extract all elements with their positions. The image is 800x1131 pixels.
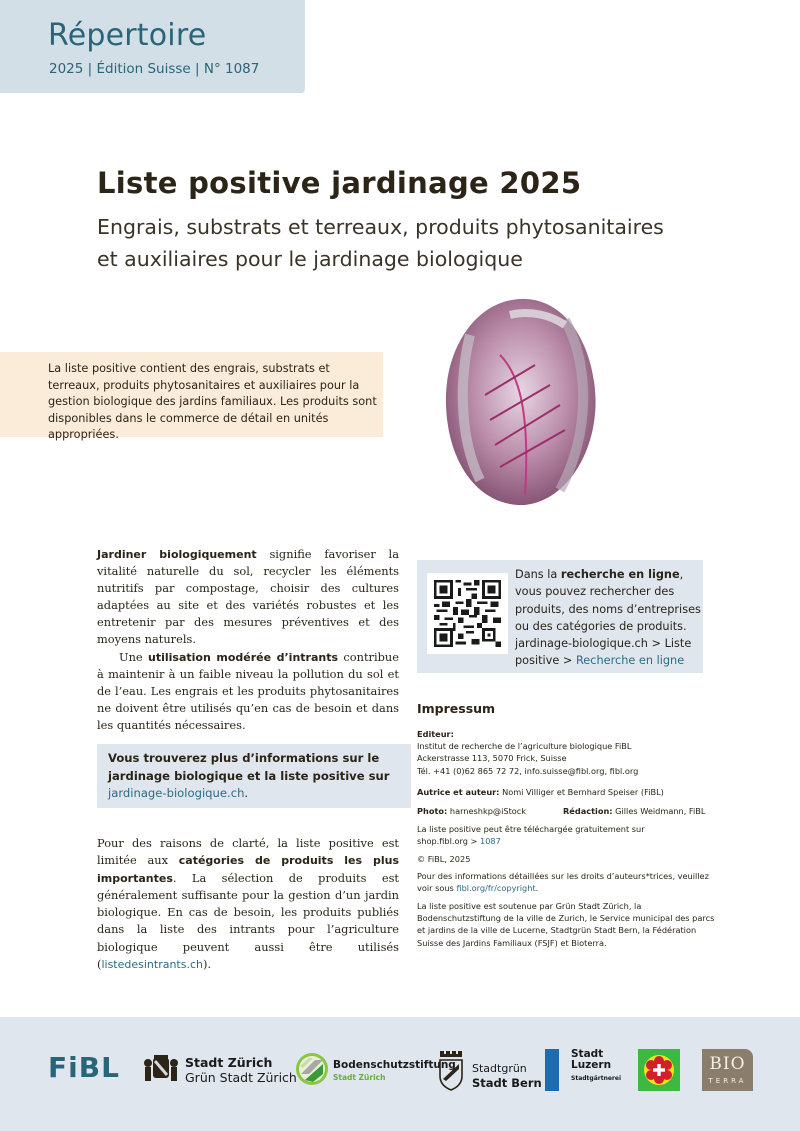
bern-bear-icon: [438, 1049, 464, 1091]
bold-term: Jardiner biologiquement: [97, 548, 257, 561]
editing-label: Rédaction:: [563, 806, 613, 816]
download-text: La liste positive peut être téléchargée gratuitement sur shop.fibl.org >: [417, 824, 645, 847]
bodenschutz-line1: Bodenschutzstiftung: [333, 1059, 456, 1071]
fsjf-logo[interactable]: [638, 1049, 680, 1091]
editor-name: Institut de recherche de l’agriculture biologique FiBL: [417, 741, 632, 752]
intro-box: [0, 352, 383, 442]
paragraph-text: Pour des raisons de clarté, la liste positive est limitée aux: [97, 836, 399, 868]
body-text-scope: [97, 835, 399, 973]
impressum-support: La liste positive est soutenue par Grün Stadt Zürich, la Bodenschutzstiftung de la ville de Zurich, le Service municipal des parcs et jardins de la ville de Lucerne, Stadtgrün Stadt Bern, la Fédération Suisse des Jardins Familiaux (FSJF) et Bioterra.: [417, 901, 715, 948]
bern-line2: Stadt Bern: [472, 1076, 542, 1090]
more-info-text: [108, 750, 398, 803]
bold-term: recherche en ligne: [560, 568, 680, 581]
online-search-text: [515, 566, 701, 670]
authors-value: Nomi Villiger et Bernhard Speiser (FiBL): [499, 787, 664, 797]
punctuation: .: [535, 883, 539, 894]
photo-value: harneshkp@iStock: [447, 806, 527, 816]
intro-text: La liste positive contient des engrais, substrats et terreaux, produits phytosanitaires et auxiliaires pour la gestion biologique des jardins familiaux. Les produits sont disponibles dans le commerce de détail en unités appropriées.: [48, 362, 377, 442]
more-info-box: [97, 744, 411, 808]
paragraph-inputs: [97, 649, 399, 734]
fsjf-flower-icon: [638, 1049, 680, 1091]
punctuation: ).: [203, 957, 212, 972]
impressum-copyright: © FiBL, 2025: [417, 854, 471, 864]
luzern-line3: Stadtgärtnerei: [571, 1075, 621, 1082]
impressum-editor: [417, 728, 717, 777]
paragraph-text: signifie favoriser la vitalité naturelle du sol, recycler les éléments nutritifs par compostage, choisir des cultures adaptées au site et des variétés robustes et les entretenir par des mesures préventives et des moyens naturels.: [97, 547, 399, 647]
document-title: Liste positive jardinage 2025: [97, 166, 582, 200]
bodenschutz-line2: Stadt Zürich: [333, 1073, 386, 1082]
editor-contact: Tél. +41 (0)62 865 72 72, info.suisse@fibl.org, fibl.org: [417, 765, 639, 776]
bern-line1: Stadtgrün: [472, 1062, 527, 1075]
red-cabbage-image: [440, 295, 600, 510]
header-title: Répertoire: [48, 18, 207, 53]
luzern-flag-icon: [545, 1049, 559, 1091]
footer-logos: [0, 1017, 800, 1131]
stadt-bern-logo[interactable]: [438, 1049, 542, 1095]
qr-code-icon[interactable]: [427, 573, 508, 654]
authors-label: Autrice et auteur:: [417, 787, 500, 797]
luzern-line1: Stadt: [571, 1048, 604, 1060]
impressum-download: [417, 823, 647, 847]
bold-term: utilisation modérée d’intrants: [148, 650, 339, 664]
zurich-line2: Grün Stadt Zürich: [185, 1070, 297, 1085]
jardinage-biologique-link[interactable]: jardinage-biologique.ch: [108, 786, 245, 800]
bioterra-line1: BIO: [709, 1054, 746, 1074]
paragraph-text: Dans la: [515, 568, 561, 581]
header-tab: [0, 0, 305, 93]
impressum-heading: Impressum: [417, 701, 496, 716]
bodenschutz-emblem-icon: [295, 1052, 329, 1086]
rights-text: Pour des informations détaillées sur les droits d’auteurs*trices, veuillez voir sous: [417, 871, 709, 894]
zurich-coat-of-arms-icon: [143, 1055, 179, 1083]
bioterra-line2: TERRA: [708, 1077, 747, 1085]
listedesintrants-link[interactable]: listedesintrants.ch: [101, 958, 203, 972]
body-text-intro: [97, 546, 399, 734]
impressum-authors: [417, 786, 717, 798]
fibl-logo[interactable]: FiBL: [48, 1051, 120, 1084]
subtitle-line-1: Engrais, substrats et terreaux, produits phytosanitaires: [97, 215, 664, 239]
online-search-link[interactable]: Recherche en ligne: [575, 654, 685, 668]
editor-address: Ackerstrasse 113, 5070 Frick, Suisse: [417, 753, 567, 764]
stadt-zurich-logo[interactable]: [143, 1055, 297, 1087]
paragraph-text: Une: [119, 649, 149, 664]
paragraph-text: , vous pouvez rechercher des produits, des noms d’entreprises ou des catégories de produits. jardinage-biologique.ch > Liste positive >: [515, 568, 701, 668]
impressum-editing: [563, 805, 723, 817]
bioterra-logo[interactable]: [702, 1049, 753, 1091]
header-subtitle: 2025 | Édition Suisse | N° 1087: [49, 61, 260, 77]
editor-label: Editeur:: [417, 729, 454, 739]
more-info-label: Vous trouverez plus d’informations sur le jardinage biologique et la liste positive sur: [108, 751, 390, 783]
impressum-rights: [417, 870, 717, 894]
online-search-box: [417, 560, 703, 673]
paragraph-gardening: [97, 546, 399, 649]
paragraph-text: contribue à maintenir à un faible niveau la pollution du sol et de l’eau. Les engrais et les produits phytosanitaires ne doivent être utilisés qu’en cas de besoin et dans les quantités nécessaires.: [97, 649, 399, 732]
copyright-link[interactable]: fibl.org/fr/copyright: [456, 883, 536, 894]
download-link[interactable]: 1087: [480, 836, 501, 847]
document-subtitle: [97, 211, 677, 275]
bold-term: catégories de produits les plus importantes: [97, 854, 399, 885]
subtitle-line-2: et auxiliaires pour le jardinage biologique: [97, 247, 523, 271]
paragraph-text: . La sélection de produits est généralement suffisante pour la gestion d’un jardin biologique. En cas de besoin, les produits publiés dans la liste des intrants pour l’agriculture biologique peuvent aussi être utilisés (: [97, 870, 399, 972]
punctuation: .: [244, 786, 249, 800]
bodenschutzstiftung-logo[interactable]: [295, 1052, 456, 1090]
zurich-line1: Stadt Zürich: [185, 1055, 273, 1070]
luzern-line2: Luzern: [571, 1059, 612, 1071]
photo-label: Photo:: [417, 806, 448, 816]
editing-value: Gilles Weidmann, FiBL: [612, 806, 706, 816]
